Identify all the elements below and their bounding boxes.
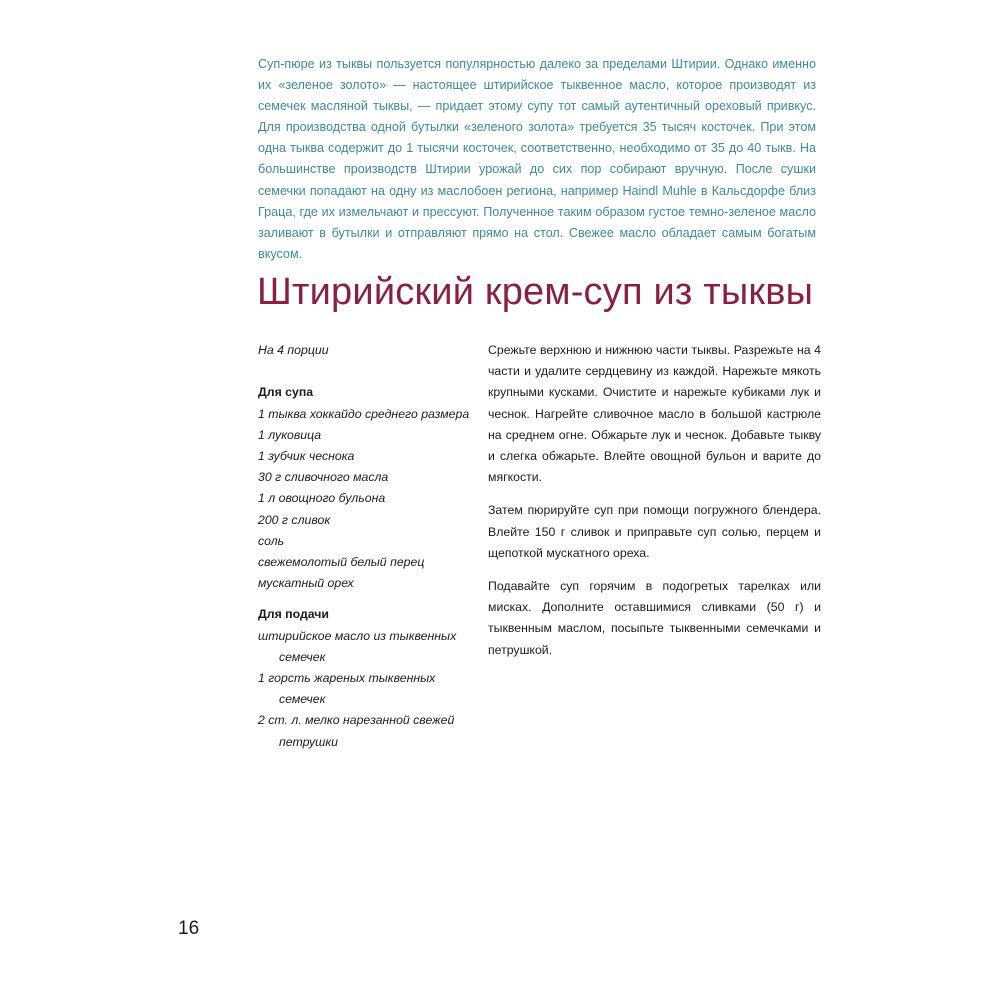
ingredient-item: штирийское масло из тыквенных семечек (258, 628, 457, 664)
method-step: Подавайте суп горячим в подогретых тарелках или мисках. Дополните оставшимися сливками (50 г) и тыквенным маслом, посыпьте тыквенными семечками и петрушкой. (488, 579, 821, 657)
ingredient-item: свежемолотый белый перец (258, 555, 425, 570)
page-number: 16 (178, 918, 200, 939)
ingredient-item: 30 г сливочного масла (258, 470, 389, 485)
method-step: Затем пюрируйте суп при помощи погружного блендера. Влейте 150 г сливок и приправьте суп солью, перцем и щепоткой мускатного ореха. (488, 503, 821, 560)
ingredient-item: 1 горсть жареных тыквенных семечек (258, 671, 436, 707)
ingredient-item: 1 л овощного бульона (258, 491, 386, 506)
ingredient-item: 1 зубчик чеснока (258, 449, 355, 463)
ingredient-item: 200 г сливок (258, 512, 331, 527)
servings: На 4 порции (258, 343, 329, 357)
ingredient-item: мускатный орех (258, 576, 354, 591)
serving-heading: Для подачи (258, 607, 329, 622)
ingredient-item: 2 ст. л. мелко нарезанной свежей петрушки (258, 713, 455, 749)
ingredients-column (258, 340, 473, 753)
recipe-title: Штирийский крем-суп из тыквы (257, 271, 814, 313)
method-step: Срежьте верхнюю и нижнюю части тыквы. Разрежьте на 4 части и удалите сердцевину из каждой. Нарежьте мякоть крупными кусками. Очистите и нарежьте кубиками лук и чеснок. Нагрейте сливочное масло в большой кастрюле на среднем огне. Обжарьте лук и чеснок. Добавьте тыкву и слегка обжарьте. Влейте овощной бульон и варите до мягкости. (488, 343, 821, 485)
ingredient-item: 1 луковица (258, 427, 322, 442)
serving-ingredient-list (258, 626, 473, 753)
intro-paragraph: Суп-пюре из тыквы пользуется популярностью далеко за пределами Штирии. Однако именно их «зеленое золото» — настоящее штирийское тыквенное масло, которое производят из семечек масляной тыквы, — придает этому супу тот самый аутентичный ореховый привкус. Для производства одной бутылки «зеленого золота» требуется 35 тысяч косточек. При этом одна тыква содержит до 1 тысячи косточек, соответственно, необходимо от 35 до 40 тыкв. На большинстве производств Штирии урожай до сих пор собирают вручную. После сушки семечки попадают на одну из маслобоен региона, например Haindl Muhle в Кальсдорфе близ Граца, где их измельчают и прессуют. Полученное таким образом густое темно-зеленое масло заливают в бутылки и отправляют прямо на стол. Свежее масло обладает самым богатым вкусом. (258, 57, 816, 261)
ingredient-item: 1 тыква хоккайдо среднего размера (258, 406, 470, 421)
soup-ingredient-list (258, 404, 473, 595)
method-column (488, 340, 821, 673)
ingredient-item: соль (258, 533, 285, 548)
soup-heading: Для супа (258, 385, 314, 400)
